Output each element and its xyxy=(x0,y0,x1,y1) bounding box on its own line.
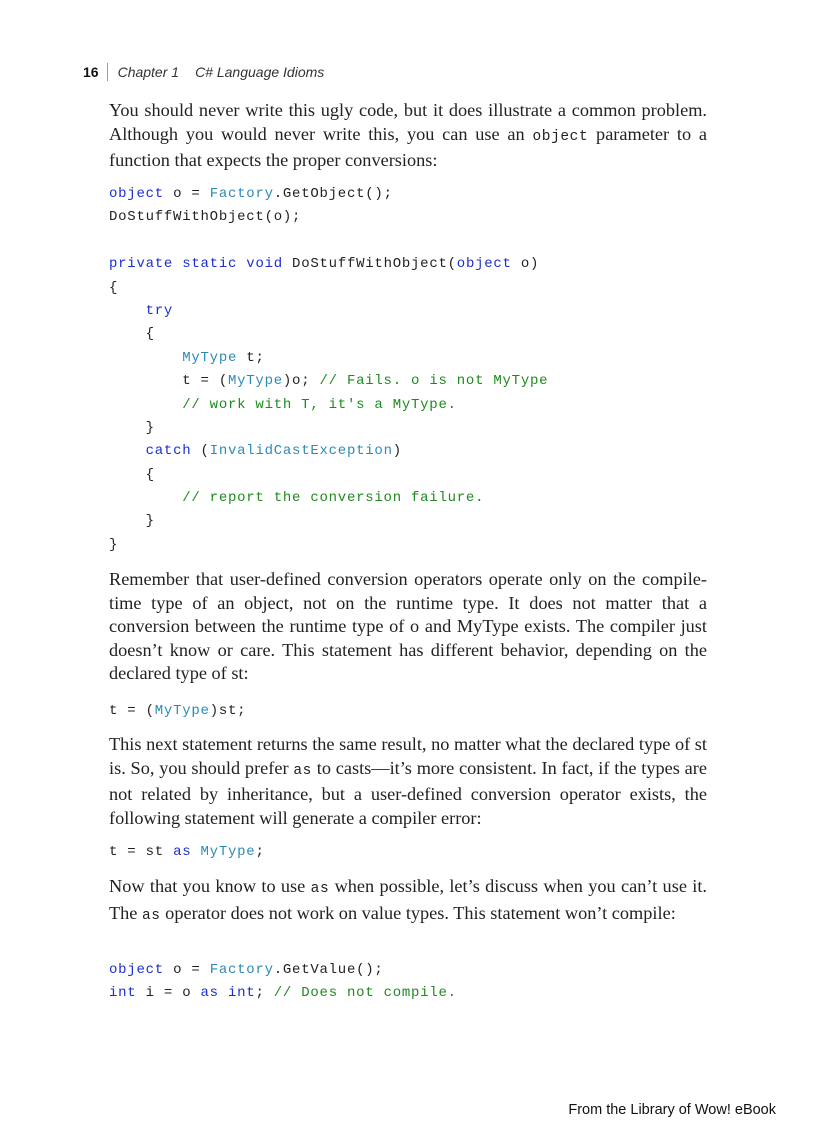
code-text: .GetValue(); xyxy=(273,962,384,978)
inline-code: as xyxy=(310,881,330,897)
code-comment: // report the conversion failure. xyxy=(182,490,485,507)
code-keyword: try xyxy=(145,302,174,319)
code-text: ; xyxy=(255,985,274,1002)
code-line xyxy=(109,440,548,463)
code-text xyxy=(173,256,182,272)
text-run: operator does not work on value types. This statement won’t compile: xyxy=(160,902,676,923)
code-text xyxy=(219,985,228,1001)
code-block-2 xyxy=(109,700,246,723)
code-line xyxy=(109,841,265,864)
code-keyword: static xyxy=(182,256,238,273)
code-text: )o; xyxy=(282,373,320,390)
code-line xyxy=(109,300,548,323)
code-comment: // Fails. o is not MyType xyxy=(319,373,549,390)
paragraph-4 xyxy=(109,875,707,928)
code-keyword: object xyxy=(109,962,164,978)
inline-code: object xyxy=(532,128,589,145)
code-line xyxy=(109,700,246,723)
code-text: ( xyxy=(191,443,210,460)
text-run: Now that you know to use xyxy=(109,876,311,896)
code-text xyxy=(109,350,182,366)
code-type: MyType xyxy=(200,844,256,860)
page-number: 16 xyxy=(83,64,99,80)
code-keyword: void xyxy=(246,256,283,273)
code-line xyxy=(109,347,548,370)
code-type: InvalidCastException xyxy=(209,443,393,460)
code-keyword: object xyxy=(109,186,164,202)
code-text xyxy=(109,397,182,413)
code-keyword: catch xyxy=(145,443,192,460)
chapter-label: Chapter 1 xyxy=(117,64,180,80)
code-keyword: as xyxy=(200,985,219,1002)
header-divider xyxy=(107,63,108,81)
code-keyword: int xyxy=(109,985,137,1002)
footer-watermark: From the Library of Wow! eBook xyxy=(568,1102,776,1118)
code-text: t = st xyxy=(109,844,174,860)
code-line xyxy=(109,230,548,253)
code-line xyxy=(109,959,457,982)
code-text: { xyxy=(109,326,155,343)
code-text xyxy=(237,256,246,272)
code-line xyxy=(109,464,548,487)
code-line xyxy=(109,183,548,206)
code-block-1 xyxy=(109,183,548,557)
code-line xyxy=(109,253,548,276)
code-text: )st; xyxy=(209,703,247,719)
paragraph-1 xyxy=(109,99,707,173)
code-line xyxy=(109,370,548,393)
code-line xyxy=(109,534,548,557)
code-text: o = xyxy=(163,962,210,978)
text-run: You should never write this ugly code, but it does illustrate a common problem. Although you would never write this, you can use an xyxy=(109,100,707,144)
code-line xyxy=(109,510,548,533)
code-text: { xyxy=(109,279,119,296)
code-text: t; xyxy=(237,349,265,366)
code-text xyxy=(109,443,146,459)
code-text: ; xyxy=(255,844,265,860)
code-text: .GetObject(); xyxy=(273,186,393,202)
code-text: DoStuffWithObject(o); xyxy=(109,209,302,226)
code-text: DoStuffWithObject( xyxy=(282,256,457,273)
inline-code: as xyxy=(142,907,161,924)
running-header xyxy=(83,62,324,82)
code-text: o) xyxy=(511,256,540,273)
code-line xyxy=(109,323,548,346)
text-run: This next statement returns the same result, no matter what the declared type of st is. So, you should prefer xyxy=(109,734,707,778)
code-line xyxy=(109,277,548,300)
code-block-4 xyxy=(109,959,457,1006)
code-keyword: private xyxy=(109,256,174,273)
text-run: when possible, let’s discuss when you can’t use it. The xyxy=(109,876,707,923)
inline-code: as xyxy=(293,762,312,779)
code-text xyxy=(191,844,200,860)
code-comment: // Does not compile. xyxy=(273,985,457,1002)
code-text: t = ( xyxy=(109,703,155,719)
code-text: ) xyxy=(392,443,402,460)
code-text xyxy=(109,490,182,506)
code-type: Factory xyxy=(209,962,274,978)
code-keyword: int xyxy=(228,985,256,1002)
code-text xyxy=(109,303,146,319)
code-type: MyType xyxy=(227,373,283,390)
text-run: Remember that user-defined conversion operators operate only on the compile-time type of an object, not on the runtime type. It does not matter that a conversion between the runtime type of o and MyType exists. The compiler just doesn’t know or care. This statement has different behavior, depending on the declared type of st: xyxy=(109,569,707,683)
paragraph-3 xyxy=(109,733,707,830)
code-text: i = o xyxy=(136,985,201,1002)
text-run: to casts—it’s more consistent. In fact, if the types are not related by inheritance, but a user-defined conversion operator exists, the following statement will generate a compiler error: xyxy=(109,757,707,828)
code-type: MyType xyxy=(182,349,238,366)
code-line xyxy=(109,487,548,510)
text-run: parameter to a function that expects the proper conversions: xyxy=(109,123,707,170)
code-type: Factory xyxy=(209,186,274,202)
code-comment: // work with T, it's a MyType. xyxy=(182,396,457,413)
code-text: t = ( xyxy=(109,373,228,390)
code-text: o = xyxy=(163,186,210,202)
code-text: } xyxy=(109,419,155,436)
paragraph-2 xyxy=(109,568,707,686)
code-line xyxy=(109,982,457,1005)
code-block-3 xyxy=(109,841,265,864)
chapter-title: C# Language Idioms xyxy=(195,64,325,80)
code-text: { xyxy=(109,466,155,483)
code-line xyxy=(109,417,548,440)
code-keyword: object xyxy=(456,256,512,273)
code-text: } xyxy=(109,513,155,530)
code-line xyxy=(109,206,548,229)
code-keyword: as xyxy=(173,844,192,860)
code-type: MyType xyxy=(154,703,210,719)
code-line xyxy=(109,394,548,417)
code-text: } xyxy=(109,536,119,553)
